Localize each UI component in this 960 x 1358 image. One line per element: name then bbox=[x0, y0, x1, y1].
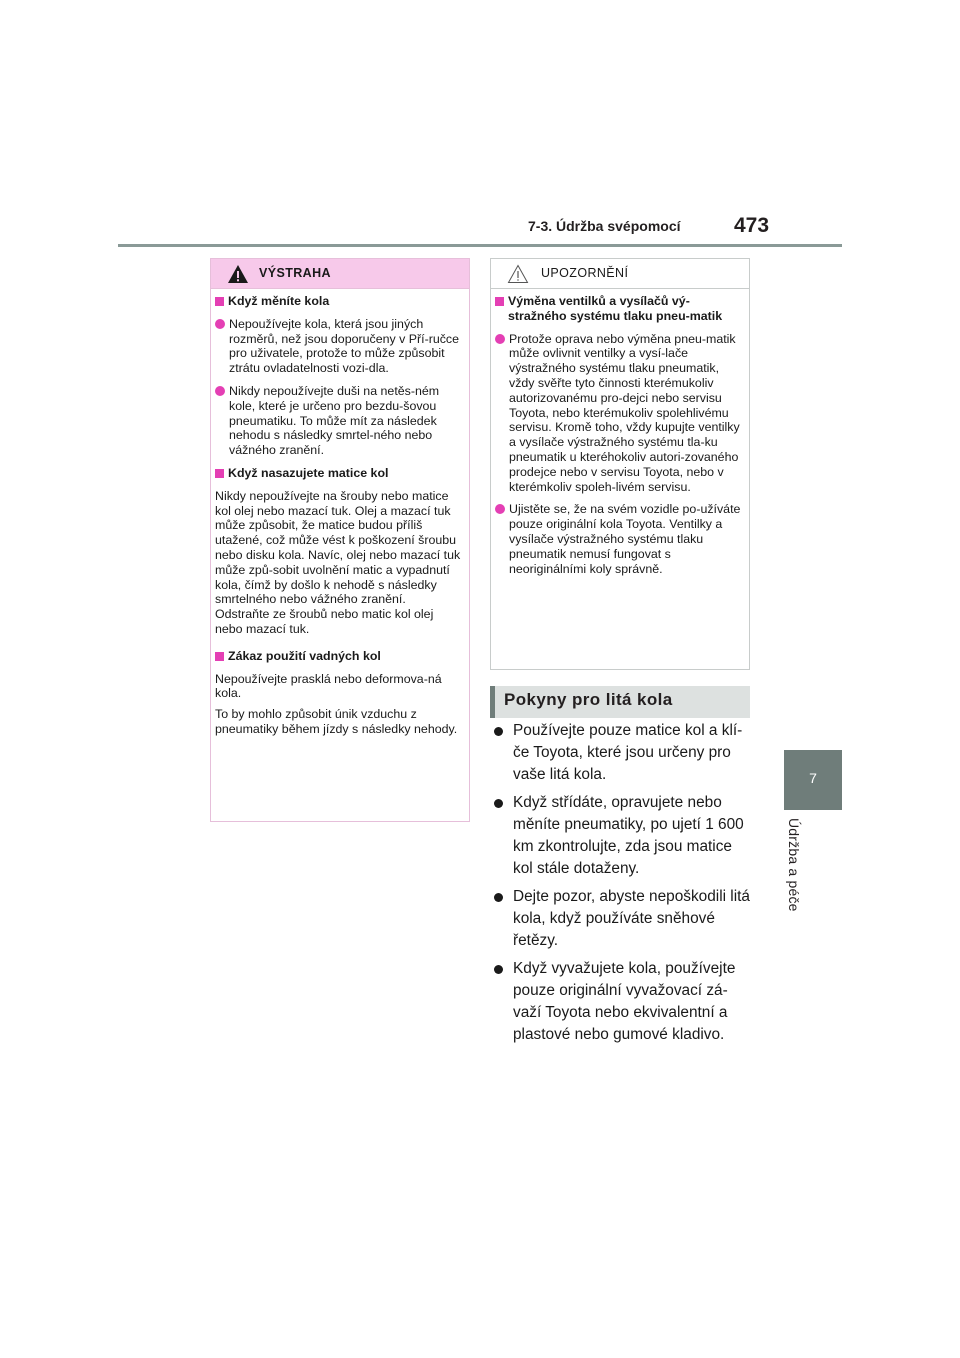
section-heading: Pokyny pro litá kola bbox=[504, 690, 673, 709]
caution-bullet: Protože oprava nebo výměna pneu-matik může ovlivnit ventilky a vysí-lače výstražného systému tlaku pneumatik, vždy svěřte tyto činnosti kterémukoliv autorizovanému pro-dejci nebo servisu Toyota, nebo kterémukoliv spolehlivému servisu. Kromě toho, vždy kupujte ventilky a vysílače výstražného systému tla-ku pneumatik u kteréhokoliv autori-zovaného prodejce nebo v servisu Toyota, nebo v kterémkoliv spoleh-livém servisu. bbox=[495, 332, 743, 495]
chapter-label: Údržba a péče bbox=[786, 818, 802, 912]
warning-header bbox=[211, 259, 469, 289]
round-bullet-icon bbox=[215, 386, 225, 396]
bullet-icon bbox=[494, 893, 503, 902]
warning-paragraph: To by mohlo způsobit únik vzduchu z pneumatiky během jízdy s následky nehody. bbox=[215, 707, 458, 736]
round-bullet-icon bbox=[215, 319, 225, 329]
caution-box bbox=[490, 258, 750, 670]
section-accent bbox=[490, 686, 495, 718]
bullet-icon bbox=[494, 727, 503, 736]
warning-box bbox=[210, 258, 470, 822]
caution-title: UPOZORNĚNÍ bbox=[541, 266, 629, 280]
square-bullet-icon bbox=[495, 297, 504, 306]
square-bullet-icon bbox=[215, 469, 224, 478]
chapter-tab[interactable] bbox=[784, 750, 842, 810]
warning-body bbox=[211, 289, 469, 737]
warning-title: VÝSTRAHA bbox=[259, 266, 331, 280]
round-bullet-icon bbox=[495, 504, 505, 514]
square-bullet-icon bbox=[215, 297, 224, 306]
caution-bullet: Ujistěte se, že na svém vozidle po-užíváte pouze originální kola Toyota. Ventilky a vysílače výstražného systému tlaku pneumatik nemusí fungovat s neoriginálními koly správně. bbox=[495, 502, 743, 576]
caution-header bbox=[491, 259, 749, 289]
round-bullet-icon bbox=[495, 334, 505, 344]
warning-paragraph: Nepoužívejte prasklá nebo deformova-ná kola. bbox=[215, 671, 442, 701]
warning-subheading: Když nasazujete matice kol bbox=[215, 466, 463, 481]
warning-subheading: Zákaz použití vadných kol bbox=[215, 649, 463, 664]
warning-triangle-icon bbox=[227, 264, 249, 284]
page-number: 473 bbox=[734, 214, 770, 237]
section-title: 7-3. Údržba svépomocí bbox=[528, 218, 681, 234]
square-bullet-icon bbox=[215, 652, 224, 661]
caution-triangle-icon bbox=[507, 264, 529, 284]
caution-subheading: Výměna ventilků a vysílačů vý-stražného systému tlaku pneu-matik bbox=[495, 294, 743, 324]
list-item: Když střídáte, opravujete nebo měníte pneumatiky, po ujetí 1 600 km zkontrolujte, zda jsou matice kol stále dotaženy. bbox=[490, 792, 754, 880]
warning-paragraph: Nikdy nepoužívejte na šrouby nebo matice kol olej nebo mazací tuk. Olej a mazací tuk může způsobit, že matice budou příliš utažené, což může vést k poškození šroubu nebo disku kola. Navíc, olej nebo mazací tuk může způ-sobit uvolnění matic a vypadnutí kola, čímž by došlo k nehodě s následky smrtelného nebo vážného zranění. Odstraňte ze šroubů nebo matic kol olej nebo mazací tuk. bbox=[215, 488, 461, 636]
bullet-icon bbox=[494, 799, 503, 808]
list-item: Dejte pozor, abyste nepoškodili litá kola, když používáte sněhové řetězy. bbox=[490, 886, 754, 952]
chapter-number: 7 bbox=[809, 770, 817, 786]
list-item: Když vyvažujete kola, používejte pouze originální vyvažovací zá-važí Toyota nebo ekvivalentní a plastové nebo gumové kladivo. bbox=[490, 958, 754, 1046]
caution-body bbox=[491, 289, 749, 576]
instruction-list bbox=[490, 720, 754, 1052]
header-divider bbox=[118, 244, 842, 247]
bullet-icon bbox=[494, 965, 503, 974]
list-item: Používejte pouze matice kol a klí-če Toyota, které jsou určeny pro vaše litá kola. bbox=[490, 720, 754, 786]
warning-bullet: Nikdy nepoužívejte duši na netěs-ném kole, které je určeno pro bezdu-šovou pneumatiku. To může mít za následek nehodu s následky smrtel-ného nebo vážného zranění. bbox=[215, 384, 463, 458]
warning-subheading: Když měníte kola bbox=[215, 294, 463, 309]
warning-bullet: Nepoužívejte kola, která jsou jiných rozměrů, než jsou doporučeny v Pří-ručce pro uživatele, protože to může způsobit ztrátu ovladatelnosti vozi-dla. bbox=[215, 317, 463, 376]
section-heading-bar bbox=[490, 686, 750, 718]
